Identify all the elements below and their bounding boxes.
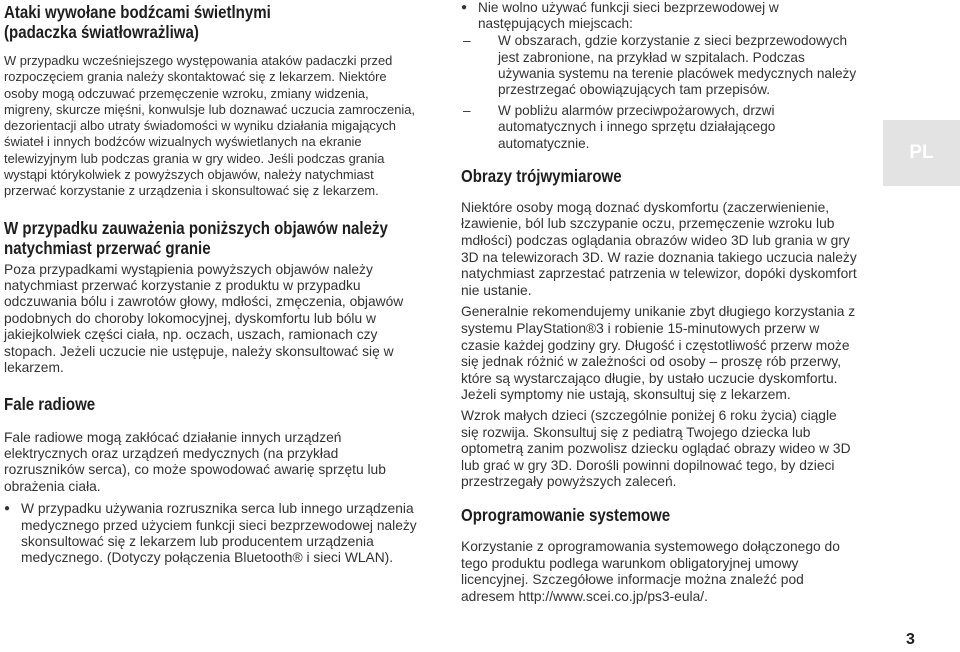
3d-images-section [461, 166, 857, 491]
radio-waves-heading: Fale radiowe [4, 393, 96, 414]
wireless-dash-alarms: – W pobliżu alarmów przeciwpożarowych, drzwi automatycznych i innego sprzętu działającego automatycznie. [461, 103, 857, 152]
system-software-section [461, 505, 857, 605]
photosensitivity-section [4, 2, 418, 200]
page-number: 3 [906, 631, 915, 648]
system-software-text: Korzystanie z oprogramowania systemowego dołączonego do tego produktu podlega warunkom obligatoryjnej umowy licencyjnej. Szczegółowe informacje można znaleźć pod adresem http://www.scei.co.jp/ps3-eula/. [461, 538, 840, 604]
system-software-heading: Oprogramowanie systemowe [461, 504, 671, 525]
photosensitivity-heading: Ataki wywołane bodźcami świetlnymi (padaczka światłowrażliwa) [4, 2, 271, 42]
language-tab: PL [883, 120, 960, 186]
symptoms-heading: W przypadku zauważenia poniższych objawów należy natychmiast przerwać granie [4, 217, 388, 258]
left-column [4, 0, 418, 567]
3d-images-heading: Obrazy trójwymiarowe [461, 165, 622, 186]
pacemaker-bullet: ● W przypadku używania rozrusznika serca lub innego urządzenia medycznego przed użyciem funkcji sieci bezprzewodowej należy skonsultować się z lekarzem lub producentem urządzenia medycznego. (Dotyczy połączenia Bluetooth® i sieci WLAN). [4, 501, 418, 567]
right-column [461, 0, 857, 605]
radio-waves-section [4, 394, 418, 567]
symptoms-section [4, 218, 418, 377]
photosensitivity-text: W przypadku wcześniejszego występowania ataków padaczki przed rozpoczęciem grania należy skontaktować się z lekarzem. Niektóre osoby mogą odczuwać przemęczenie wzroku, zmiany widzenia, migreny, skurcze mięśni, konwulsje lub doznawać uczucia zamroczenia, dezorientacji albo utraty świadomości w wyniku działania migających świateł i innych bodźców wizualnych wyświetlanych na ekranie telewizyjnym lub podczas grania w gry wideo. Jeśli podczas grania wystąpi którykolwiek z powyższych objawów, należy natychmiast przerwać korzystanie z urządzenia i skonsultować się z lekarzem. [4, 53, 416, 199]
wireless-dash-hospitals: – W obszarach, gdzie korzystanie z sieci bezprzewodowych jest zabronione, na przykład w szpitalach. Podczas używania systemu na terenie placówek medycznych należy przestrzegać obowiązujących tam przepisów. [461, 33, 857, 98]
3d-images-text-1: Niektóre osoby mogą doznać dyskomfortu (zaczerwienienie, łzawienie, ból lub szczypanie oczu, przemęczenie wzroku lub mdłości) podczas oglądania obrazów wideo 3D lub grania w gry 3D na telewizorach 3D. W razie doznania takiego uczucia należy natychmiast zaprzestać patrzenia w telewizor, dopóki dyskomfort nie ustanie. [461, 199, 857, 298]
wireless-bullet: ● Nie wolno używać funkcji sieci bezprzewodowej w następujących miejscach: [461, 0, 857, 32]
symptoms-text: Poza przypadkami wystąpienia powyższych objawów należy natychmiast przerwać korzystanie z produktu w przypadku odczuwania bólu i zawrotów głowy, mdłości, zmęczenia, objawów podobnych do choroby lokomocyjnej, dyskomfortu lub bólu w jakiejkolwiek części ciała, np. oczach, uszach, ramionach czy stopach. Jeżeli uczucie nie ustępuje, należy skonsultować się w lekarzem. [4, 261, 404, 376]
3d-images-text-2: Generalnie rekomendujemy unikanie zbyt długiego korzystania z systemu PlayStation®3 i robienie 15-minutowych przerw w czasie każdej godziny gry. Długość i częstotliwość przerw może się jednak różnić w zależności od osoby – proszę rób przerwy, które są wystarczająco długie, by ustało uczucie dyskomfortu. Jeżeli symptomy nie ustają, skonsultuj się z lekarzem. [461, 304, 856, 403]
3d-images-text-3: Wzrok małych dzieci (szczególnie poniżej 6 roku życia) ciągle się rozwija. Skonsultuj się z pediatrą Twojego dziecka lub optometrą zanim pozwolisz dziecku oglądać obrazy wideo w 3D lub grać w gry 3D. Dorośli powinni dopilnować tego, by dzieci przestrzegały powyższych zaleceń. [461, 407, 851, 490]
wireless-restrictions [461, 0, 857, 152]
radio-waves-text: Fale radiowe mogą zakłócać działanie innych urządzeń elektrycznych oraz urządzeń medycznych (na przykład rozruszników serca), co może spowodować awarię sprzętu lub obrażenia ciała. [4, 429, 386, 494]
